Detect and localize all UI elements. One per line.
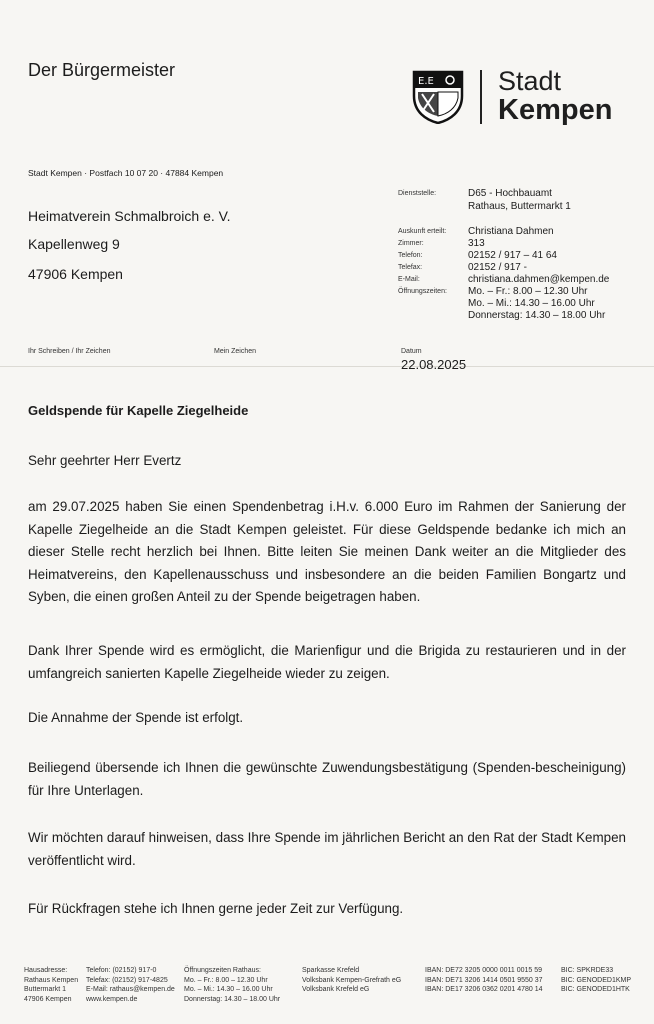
footer-line: www.kempen.de — [86, 995, 138, 1003]
coat-of-arms-icon — [410, 68, 466, 124]
recipient-city: 47906 Kempen — [28, 266, 123, 282]
letter-subject: Geldspende für Kapelle Ziegelheide — [28, 403, 249, 418]
footer-line: IBAN: DE71 3206 1414 0501 9550 37 — [425, 976, 543, 984]
footer-line: Telefax: (02152) 917-4825 — [86, 976, 168, 984]
your-reference-label: Ihr Schreiben / Ihr Zeichen — [28, 348, 111, 355]
salutation: Sehr geehrter Herr Evertz — [28, 453, 182, 468]
return-address: Stadt Kempen · Postfach 10 07 20 · 47884 Kempen — [28, 168, 224, 178]
telefon-value: 02152 / 917 – 41 64 — [468, 250, 557, 261]
footer-line: Sparkasse Krefeld — [302, 967, 360, 974]
footer-hours — [184, 966, 280, 1004]
city-logo — [410, 68, 630, 128]
body-paragraph-3: Die Annahme der Spende ist erfolgt. — [28, 710, 244, 725]
logo-divider — [480, 70, 482, 124]
body-paragraph-6: Für Rückfragen stehe ich Ihnen gerne jeder Zeit zur Verfügung. — [28, 901, 404, 916]
footer-bic — [561, 966, 631, 995]
footer-line: IBAN: DE17 3206 0362 0201 4780 14 — [425, 986, 543, 993]
recipient-name: Heimatverein Schmalbroich e. V. — [28, 208, 231, 224]
footer-line: Buttermarkt 1 — [24, 986, 67, 993]
footer-line: E-Mail: rathaus@kempen.de — [86, 986, 175, 993]
footer-address — [24, 966, 78, 1004]
footer-line: BIC: SPKRDE33 — [561, 967, 614, 974]
zimmer-label: Zimmer: — [398, 240, 424, 247]
telefax-value: 02152 / 917 - — [468, 262, 527, 273]
footer-line: Öffnungszeiten Rathaus: — [184, 967, 261, 974]
footer-line: Mo. – Mi.: 14.30 – 16.00 Uhr — [184, 986, 273, 993]
logo-text-kempen: Kempen — [498, 94, 613, 126]
svg-text:E.E: E.E — [418, 76, 434, 87]
body-paragraph-4: Beiliegend übersende ich Ihnen die gewünschte Zuwendungsbestätigung (Spenden-bescheinigung) für Ihre Unterlagen. — [28, 760, 626, 798]
opening-hours-2: Mo. – Mi.: 14.30 – 16.00 Uhr — [468, 298, 595, 309]
body-paragraph-2: Dank Ihrer Spende wird es ermöglicht, die Marienfigur und die Brigida zu restaurieren und in der umfangreich sanierten Kapelle Ziegelheide wieder zu zeigen. — [28, 643, 626, 681]
body-paragraph-5: Wir möchten darauf hinweisen, dass Ihre Spende im jährlichen Bericht an den Rat der Stadt Kempen veröffentlicht wird. — [28, 830, 626, 868]
auskunft-value: Christiana Dahmen — [468, 226, 554, 237]
sender-title: Der Bürgermeister — [28, 60, 176, 80]
auskunft-label: Auskunft erteilt: — [398, 228, 447, 235]
telefon-label: Telefon: — [398, 252, 423, 259]
footer-line: Donnerstag: 14.30 – 18.00 Uhr — [184, 995, 281, 1003]
footer-contact — [86, 966, 175, 1004]
opening-hours-label: Öffnungszeiten: — [398, 288, 447, 295]
footer-line: Hausadresse: — [24, 967, 68, 974]
zimmer-value: 313 — [468, 238, 485, 249]
footer-line: IBAN: DE72 3205 0000 0011 0015 59 — [425, 967, 543, 974]
address-value: Rathaus, Buttermarkt 1 — [468, 201, 571, 212]
email-value: christiana.dahmen@kempen.de — [468, 274, 610, 285]
recipient-street: Kapellenweg 9 — [28, 236, 120, 252]
footer-line: Telefon: (02152) 917-0 — [86, 967, 157, 974]
footer-line: Rathaus Kempen — [24, 976, 79, 984]
dienststelle-value: D65 - Hochbauamt — [468, 188, 552, 199]
date-label: Datum — [401, 348, 422, 355]
footer-line: BIC: GENODED1HTK — [561, 986, 630, 993]
fold-line — [0, 366, 654, 367]
body-paragraph-1: am 29.07.2025 haben Sie einen Spendenbetrag i.H.v. 6.000 Euro im Rahmen der Sanierung der Kapelle Ziegelheide an die Stadt Kempen geleistet. Für diese Geldspende bedanke ich mich an dieser Stelle recht herzlich bei Ihnen. Bitte leiten Sie meinen Dank weiter an die Mitglieder des Heimatvereins, den Kapellenausschuss und insbesondere an die beiden Familien Bongartz und Syben, die einen großen Anteil zu der Spende beigetragen haben. — [28, 499, 626, 604]
dienststelle-label: Dienststelle: — [398, 190, 437, 197]
telefax-label: Telefax: — [398, 264, 423, 271]
logo-text-stadt: Stadt — [498, 66, 562, 96]
footer-line: 47906 Kempen — [24, 995, 72, 1003]
date-value: 22.08.2025 — [401, 357, 467, 372]
our-reference-label: Mein Zeichen — [214, 348, 257, 355]
opening-hours-1: Mo. – Fr.: 8.00 – 12.30 Uhr — [468, 286, 588, 297]
footer-line: Mo. – Fr.: 8.00 – 12.30 Uhr — [184, 976, 268, 984]
footer-iban — [425, 966, 543, 995]
footer-line: Volksbank Kempen-Grefrath eG — [302, 976, 402, 984]
footer-line: Volksbank Krefeld eG — [302, 986, 370, 993]
footer-banks — [302, 966, 401, 995]
footer-line: BIC: GENODED1KMP — [561, 976, 632, 984]
email-label: E-Mail: — [398, 276, 420, 283]
opening-hours-3: Donnerstag: 14.30 – 18.00 Uhr — [468, 310, 606, 321]
